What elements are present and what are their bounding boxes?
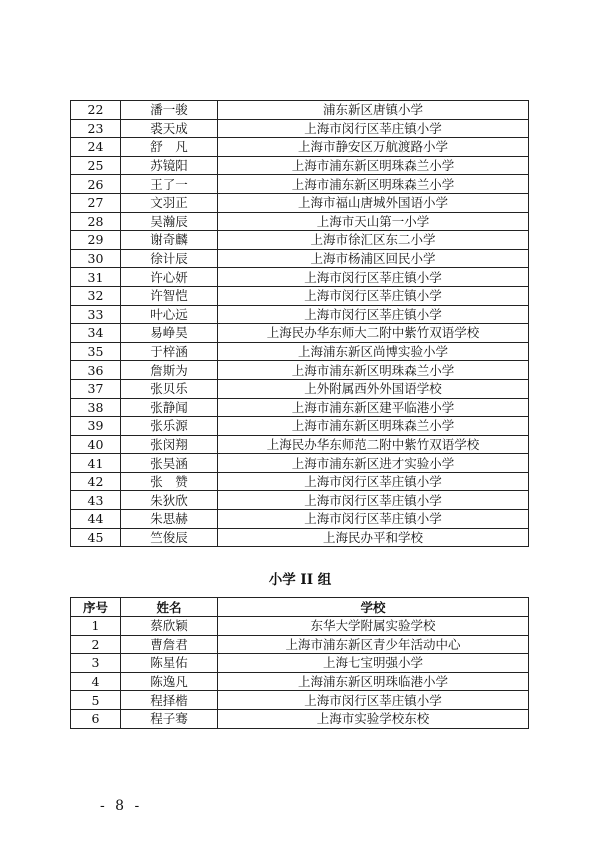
- table-row: [71, 654, 529, 673]
- roster-table-body: [71, 617, 529, 729]
- table-row: [71, 342, 529, 361]
- cell-school: 上海市浦东新区明珠森兰小学: [218, 175, 529, 194]
- roster-table-body: [71, 101, 529, 547]
- table-header-row: [71, 598, 529, 617]
- cell-number: 24: [71, 138, 121, 157]
- cell-school: 上海民办华东师大二附中紫竹双语学校: [218, 324, 529, 343]
- table-row: [71, 286, 529, 305]
- cell-number: 25: [71, 156, 121, 175]
- cell-school: 上海市闵行区莘庄镇小学: [218, 691, 529, 710]
- cell-name: 吴瀚辰: [121, 212, 218, 231]
- cell-school: 上海市福山唐城外国语小学: [218, 193, 529, 212]
- cell-school: 浦东新区唐镇小学: [218, 101, 529, 120]
- cell-school: 东华大学附属实验学校: [218, 617, 529, 636]
- cell-name: 陈星佑: [121, 654, 218, 673]
- cell-number: 36: [71, 361, 121, 380]
- cell-name: 张贝乐: [121, 379, 218, 398]
- cell-school: 上海市闵行区莘庄镇小学: [218, 472, 529, 491]
- cell-name: 朱狄欣: [121, 491, 218, 510]
- cell-school: 上海浦东新区明珠临港小学: [218, 672, 529, 691]
- cell-name: 程子骞: [121, 709, 218, 728]
- cell-school: 上海民办华东师范二附中紫竹双语学校: [218, 435, 529, 454]
- section-title: 小学 II 组: [268, 572, 332, 588]
- cell-number: 23: [71, 119, 121, 138]
- cell-name: 竺俊辰: [121, 528, 218, 547]
- cell-number: 30: [71, 249, 121, 268]
- cell-number: 22: [71, 101, 121, 120]
- cell-number: 3: [71, 654, 121, 673]
- table-row: [71, 454, 529, 473]
- cell-name: 易峥昊: [121, 324, 218, 343]
- table-row: [71, 510, 529, 529]
- cell-number: 37: [71, 379, 121, 398]
- cell-name: 苏镜阳: [121, 156, 218, 175]
- cell-name: 张静闻: [121, 398, 218, 417]
- cell-name: 裘天成: [121, 119, 218, 138]
- cell-name: 陈逸凡: [121, 672, 218, 691]
- cell-name: 许智恺: [121, 286, 218, 305]
- cell-school: 上海市浦东新区青少年活动中心: [218, 635, 529, 654]
- table-row: [71, 379, 529, 398]
- cell-name: 蔡欣颖: [121, 617, 218, 636]
- table-row: [71, 528, 529, 547]
- cell-number: 6: [71, 709, 121, 728]
- header-no: 序号: [71, 598, 121, 617]
- cell-number: 44: [71, 510, 121, 529]
- cell-name: 程择楷: [121, 691, 218, 710]
- cell-number: 45: [71, 528, 121, 547]
- table-row: [71, 472, 529, 491]
- cell-school: 上海市闵行区莘庄镇小学: [218, 510, 529, 529]
- cell-school: 上海市闵行区莘庄镇小学: [218, 305, 529, 324]
- cell-school: 上海市闵行区莘庄镇小学: [218, 268, 529, 287]
- cell-number: 41: [71, 454, 121, 473]
- table-row: [71, 435, 529, 454]
- table-row: [71, 305, 529, 324]
- cell-school: 上海市实验学校东校: [218, 709, 529, 728]
- cell-school: 上海市浦东新区进才实验小学: [218, 454, 529, 473]
- cell-school: 上海市浦东新区建平临港小学: [218, 398, 529, 417]
- cell-name: 文羽正: [121, 193, 218, 212]
- cell-school: 上海市闵行区莘庄镇小学: [218, 286, 529, 305]
- cell-number: 38: [71, 398, 121, 417]
- cell-school: 上海市杨浦区回民小学: [218, 249, 529, 268]
- cell-school: 上海七宝明强小学: [218, 654, 529, 673]
- cell-name: 詹斯为: [121, 361, 218, 380]
- cell-name: 张闵翔: [121, 435, 218, 454]
- cell-name: 于梓涵: [121, 342, 218, 361]
- cell-name: 王了一: [121, 175, 218, 194]
- table-row: [71, 361, 529, 380]
- cell-school: 上海市浦东新区明珠森兰小学: [218, 156, 529, 175]
- cell-school: 上海浦东新区尚博实验小学: [218, 342, 529, 361]
- cell-school: 上海市静安区万航渡路小学: [218, 138, 529, 157]
- table-row: [71, 635, 529, 654]
- table-row: [71, 417, 529, 436]
- table-row: [71, 156, 529, 175]
- table-row: [71, 231, 529, 250]
- table-row: [71, 491, 529, 510]
- cell-number: 39: [71, 417, 121, 436]
- roster-table-primary-group-1: [70, 100, 529, 547]
- cell-name: 张 赞: [121, 472, 218, 491]
- header-name: 姓名: [121, 598, 218, 617]
- cell-number: 35: [71, 342, 121, 361]
- cell-number: 27: [71, 193, 121, 212]
- cell-school: 上外附属西外外国语学校: [218, 379, 529, 398]
- cell-name: 潘一骏: [121, 101, 218, 120]
- cell-number: 2: [71, 635, 121, 654]
- table-row: [71, 212, 529, 231]
- page-number: - 8 -: [100, 798, 143, 814]
- cell-school: 上海市浦东新区明珠森兰小学: [218, 361, 529, 380]
- cell-number: 4: [71, 672, 121, 691]
- cell-number: 42: [71, 472, 121, 491]
- cell-number: 1: [71, 617, 121, 636]
- cell-school: 上海市闵行区莘庄镇小学: [218, 119, 529, 138]
- cell-number: 40: [71, 435, 121, 454]
- cell-name: 曹詹君: [121, 635, 218, 654]
- table-row: [71, 617, 529, 636]
- table-row: [71, 268, 529, 287]
- table-row: [71, 101, 529, 120]
- cell-name: 朱思赫: [121, 510, 218, 529]
- cell-number: 5: [71, 691, 121, 710]
- table-row: [71, 709, 529, 728]
- cell-school: 上海市徐汇区东二小学: [218, 231, 529, 250]
- table-row: [71, 691, 529, 710]
- table-row: [71, 398, 529, 417]
- cell-number: 43: [71, 491, 121, 510]
- cell-name: 张乐源: [121, 417, 218, 436]
- cell-number: 29: [71, 231, 121, 250]
- header-school: 学校: [218, 598, 529, 617]
- table-row: [71, 672, 529, 691]
- cell-number: 26: [71, 175, 121, 194]
- table-row: [71, 138, 529, 157]
- cell-name: 徐计辰: [121, 249, 218, 268]
- cell-number: 32: [71, 286, 121, 305]
- cell-name: 谢奇麟: [121, 231, 218, 250]
- cell-name: 张昊涵: [121, 454, 218, 473]
- cell-number: 28: [71, 212, 121, 231]
- table-row: [71, 175, 529, 194]
- table-row: [71, 193, 529, 212]
- cell-name: 许心妍: [121, 268, 218, 287]
- cell-name: 叶心远: [121, 305, 218, 324]
- cell-number: 34: [71, 324, 121, 343]
- table-row: [71, 324, 529, 343]
- table-row: [71, 119, 529, 138]
- table-row: [71, 249, 529, 268]
- roster-table-primary-group-2: [70, 597, 529, 729]
- cell-school: 上海市浦东新区明珠森兰小学: [218, 417, 529, 436]
- cell-school: 上海市闵行区莘庄镇小学: [218, 491, 529, 510]
- cell-name: 舒 凡: [121, 138, 218, 157]
- cell-school: 上海民办平和学校: [218, 528, 529, 547]
- cell-number: 31: [71, 268, 121, 287]
- cell-school: 上海市天山第一小学: [218, 212, 529, 231]
- cell-number: 33: [71, 305, 121, 324]
